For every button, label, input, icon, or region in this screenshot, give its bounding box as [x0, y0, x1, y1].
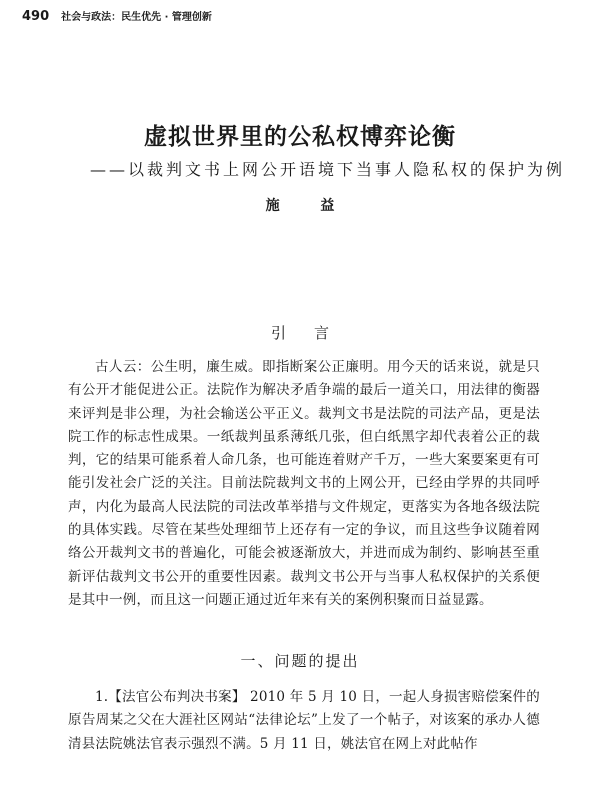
- running-header: [22, 8, 212, 24]
- article-title: 虚拟世界里的公私权博弈论衡: [144, 123, 456, 150]
- author-name: 施 益: [265, 198, 353, 214]
- article-subtitle: ——以裁判文书上网公开语境下当事人隐私权的保护为例: [90, 160, 566, 179]
- intro-paragraph: 古人云：公生明，廉生威。即指断案公正廉明。用今天的话来说，就是只有公开才能促进公正。法院作为解决矛盾争端的最后一道关口，用法律的衡器来评判是非公理，为社会输送公平正义。裁判文书是法院的司法产品，更是法院工作的标志性成果。一纸裁判虽系薄纸几张，但白纸黑字却代表着公正的裁判，它的结果可能系着人命几条，也可能连着财产千万，一些大案要案更有可能引发社会广泛的关注。目前法院裁判文书的上网公开，已经由学界的共同呼声，内化为最高人民法院的司法改革举措与文件规定，更落实为各地各级法院的具体实践。尽管在某些处理细节上还存有一定的争议，而且这些争议随着网络公开裁判文书的普遍化，可能会被逐渐放大，并进而成为制约、影响甚至重新评估裁判文书公开的重要性因素。裁判文书公开与当事人私权保护的关系便是其中一例，而且这一问题正通过近年来有关的案例积聚而日益显露。: [68, 359, 540, 608]
- problem-heading: 一、问题的提出: [240, 652, 360, 670]
- series-title: 社会与政法：民生优先 · 管理创新: [61, 12, 212, 23]
- case-paragraph: 1.【法官公布判决书案】 2010 年 5 月 10 日，一起人身损害赔偿案件的原告周某之父在大涯社区网站“法律论坛”上发了一个帖子，对该案的承办人德清县法院姚法官表示强烈不满。5 月 11 日，姚法官在网上对此帖作: [68, 689, 540, 752]
- page-number: 490: [22, 9, 50, 24]
- intro-heading: 引言: [270, 324, 357, 342]
